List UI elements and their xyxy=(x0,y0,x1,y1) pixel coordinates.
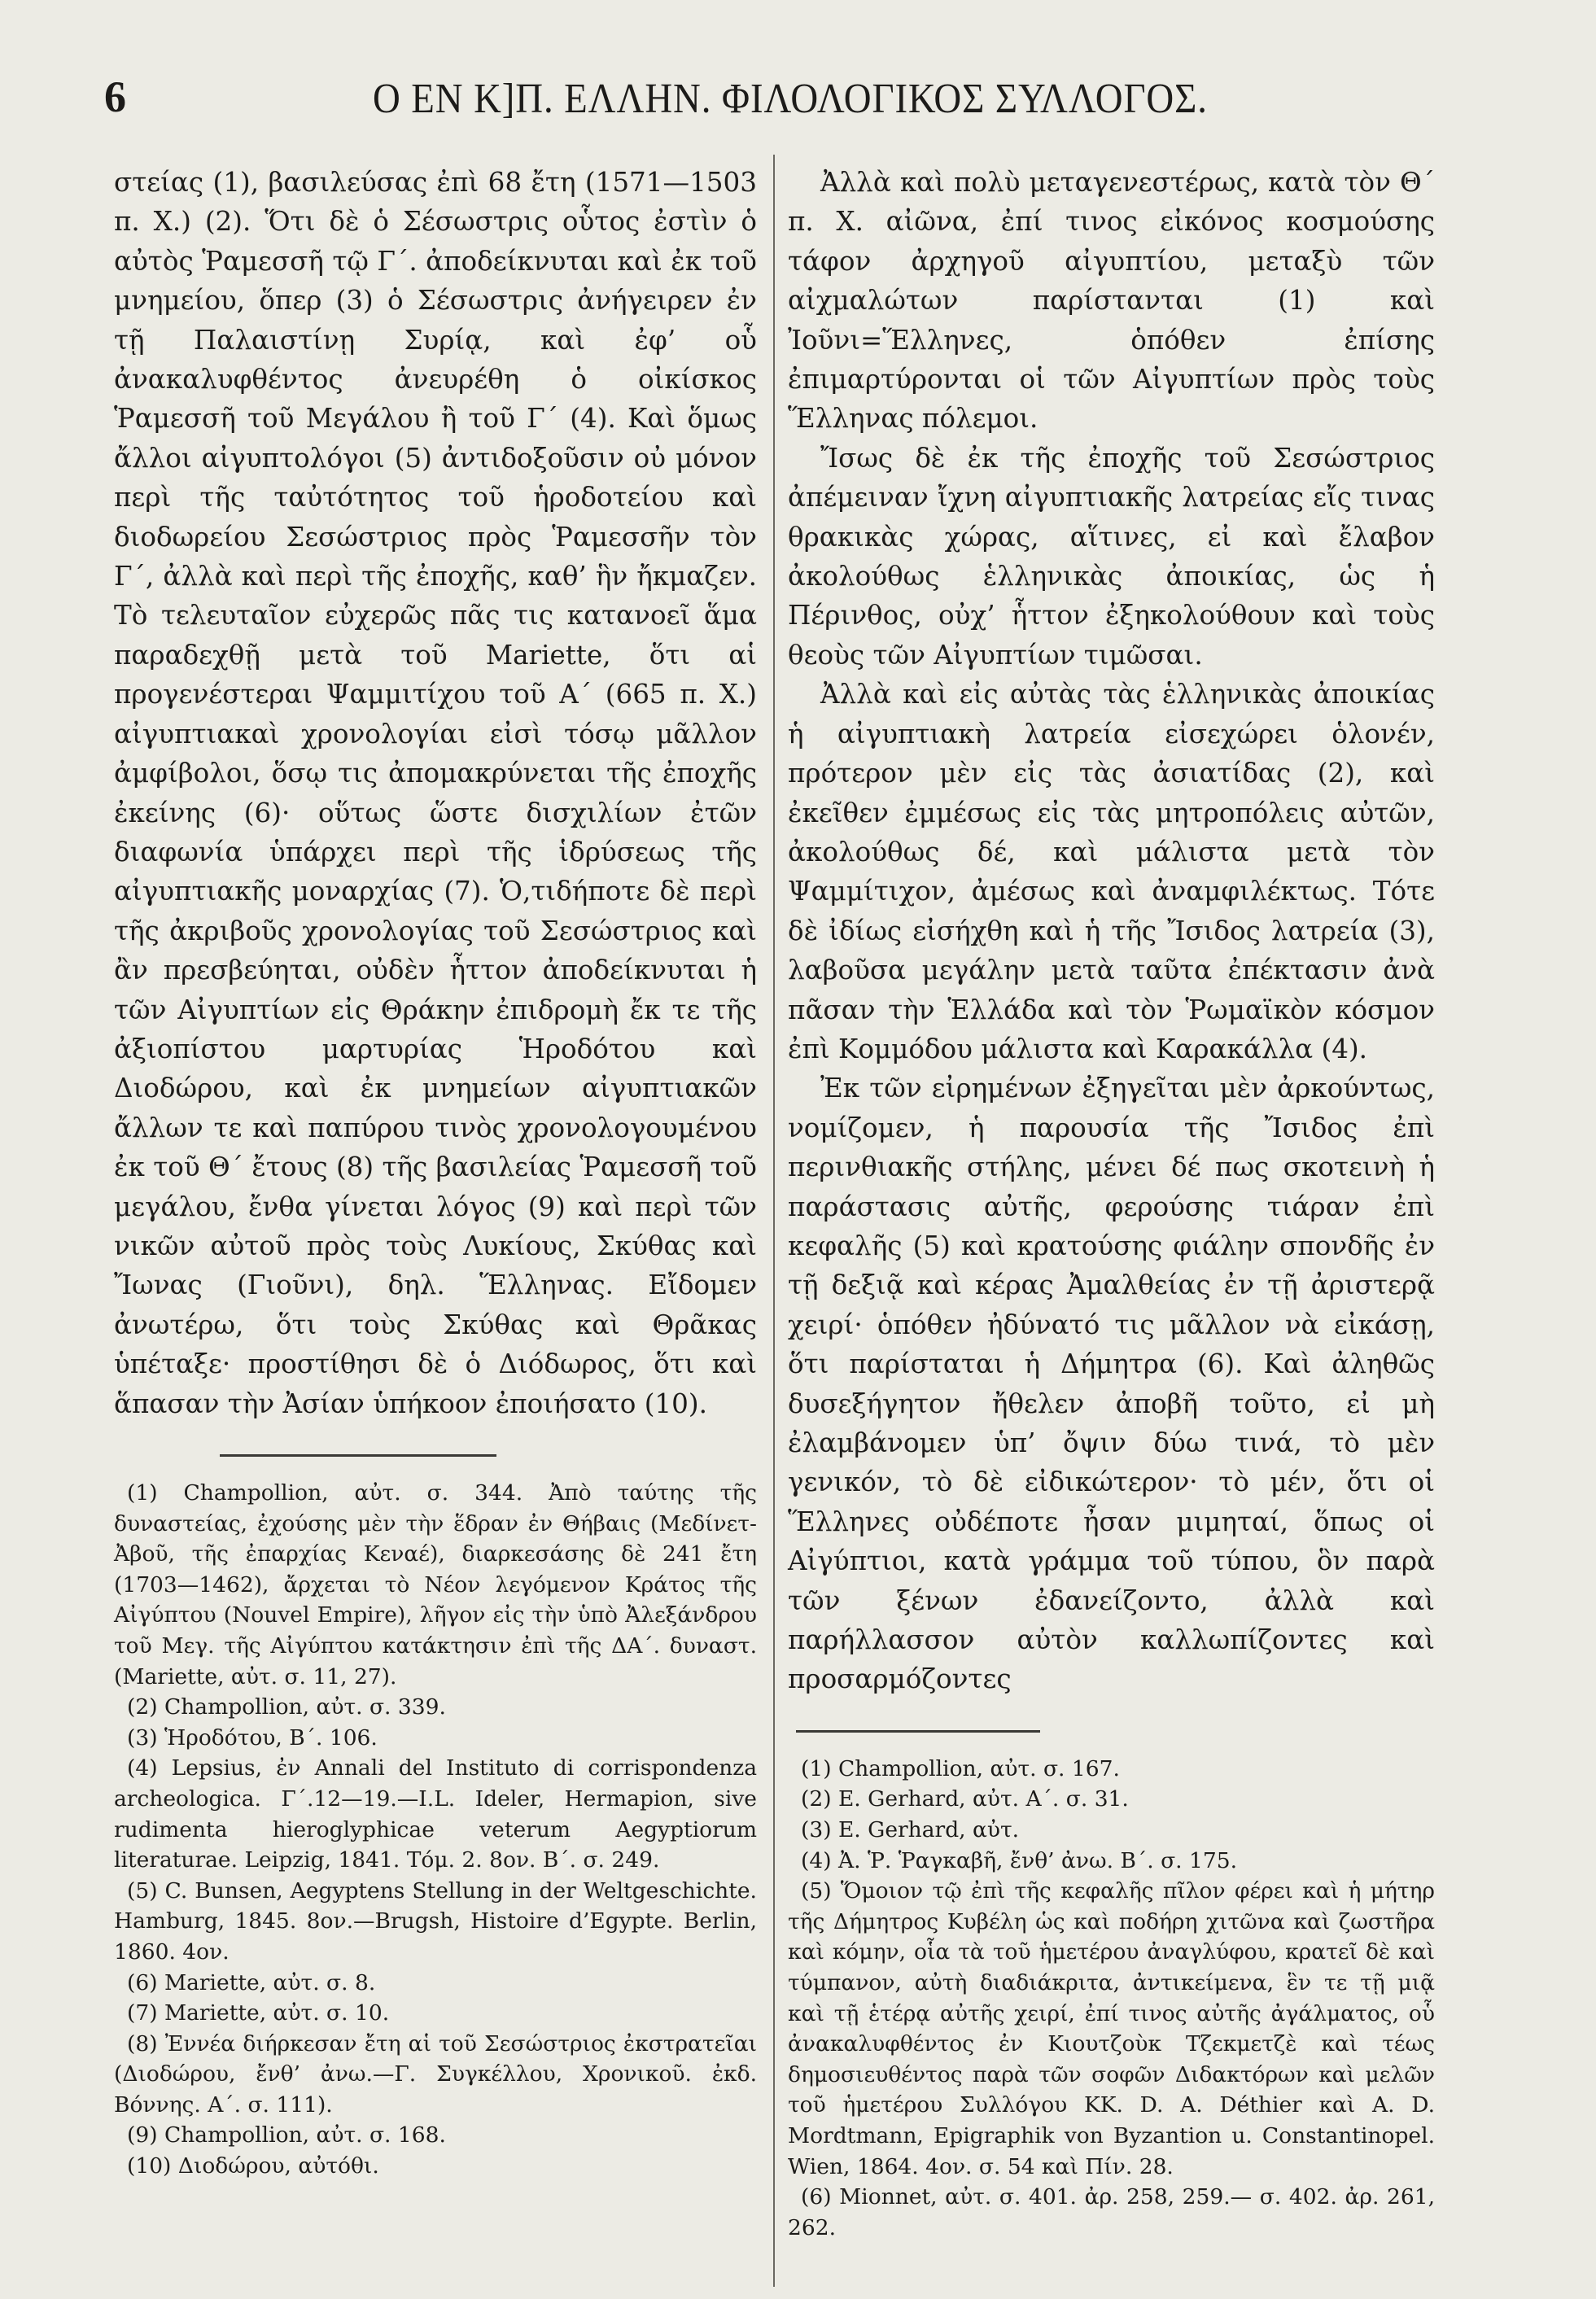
paragraph: Ἀλλὰ καὶ εἰς αὐτὰς τὰς ἑλληνικὰς ἀποικίας ἡ αἰγυπτιακὴ λατρεία εἰσεχώρει ὁλονέν, πρότερον μὲν εἰς τὰς ἀσιατίδας (2), καὶ ἐκεῖθεν ἐμμέσως εἰς τὰς μητροπόλεις αὐτῶν, ἀκολούθως δέ, καὶ μάλιστα μετὰ τὸν Ψαμμίτιχον, ἀμέσως καὶ ἀναμφιλέκτως. Τότε δὲ ἰδίως εἰσήχθη καὶ ἡ τῆς Ἴσιδος λατρεία (3), λαβοῦσα μεγάλην μετὰ ταῦτα ἐπέκτασιν ἀνὰ πᾶσαν τὴν Ἑλλάδα καὶ τὸν Ῥωμαϊκὸν κόσμον ἐπὶ Κομμόδου μάλιστα καὶ Καρακάλλα (4). xyxy=(788,679,1435,1064)
footnote: (1) Champollion, αὐτ. σ. 167. xyxy=(801,1755,1120,1781)
footnote: (5) Ὅμοιον τῷ ἐπὶ τῆς κεφαλῆς πῖλον φέρει καὶ ἡ μήτηρ τῆς Δήμητρος Κυβέλη ὡς καὶ ποδήρη χιτῶνα καὶ ζωστῆρα καὶ κόμην, οἷα τὰ τοῦ ἡμετέρου ἀναγλύφου, κρατεῖ δὲ καὶ τύμπανον, αὐτὴ διαδιάκριτα, ἀντικείμενα, ἓν τε τῇ μιᾷ καὶ τῇ ἑτέρᾳ αὐτῆς χειρί, ἐπί τινος αὐτῆς ἀγάλματος, οὗ ἀνακαλυφθέντος ἐν Κιουτζοὺκ Τζεκμετζὲ καὶ τέως δημοσιευθέντος παρὰ τῶν σοφῶν Διδακτόρων καὶ μελῶν τοῦ ἡμετέρου Συλλόγου ΚΚ. D. A. Déthier καὶ A. D. Mordtmann, Epigraphik von Byzantion u. Constantinopel. Wien, 1864. 4ον. σ. 54 καὶ Πίν. 28. xyxy=(788,1878,1435,2179)
footnote: (3) Ἡροδότου, Β΄. 106. xyxy=(127,1724,378,1750)
right-body-text xyxy=(788,163,1435,1699)
footnote: (6) Mariette, αὐτ. σ. 8. xyxy=(127,1969,376,1995)
footnote: (7) Mariette, αὐτ. σ. 10. xyxy=(127,2000,390,2026)
left-footnotes xyxy=(114,1478,757,2182)
page-number: 6 xyxy=(104,72,126,121)
footnote-separator xyxy=(220,1454,496,1457)
footnote-separator xyxy=(796,1730,1040,1733)
left-column xyxy=(114,163,757,2182)
right-column xyxy=(788,163,1435,2243)
footnote: (1) Champollion, αὐτ. σ. 344. Ἀπὸ ταύτης τῆς δυναστείας, ἐχούσης μὲν τὴν ἕδραν ἐν Θήβαις (Μεδίνετ-Ἀβοῦ, τῆς ἐπαρχίας Κεναέ), διαρκεσάσης δὲ 241 ἔτη (1703—1462), ἄρχεται τὸ Νέον λεγόμενον Κράτος τῆς Αἰγύπτου (Nouvel Empire), λῆγον εἰς τὴν ὑπὸ Ἀλεξάνδρου τοῦ Μεγ. τῆς Αἰγύπτου κατάκτησιν ἐπὶ τῆς ΔΑ΄. δυναστ. (Mariette, αὐτ. σ. 11, 27). xyxy=(114,1480,757,1689)
footnote: (10) Διοδώρου, αὐτόθι. xyxy=(127,2153,379,2179)
paragraph: στείας (1), βασιλεύσας ἐπὶ 68 ἔτη (1571—1503 π. Χ.) (2). Ὅτι δὲ ὁ Σέσωστρις οὗτος ἐστὶν ὁ αὐτὸς Ῥαμεσσῆ τῷ Γ΄. ἀποδείκνυται καὶ ἐκ τοῦ μνημείου, ὅπερ (3) ὁ Σέσωστρις ἀνήγειρεν ἐν τῇ Παλαιστίνῃ Συρίᾳ, καὶ ἐφ’ οὗ ἀνακαλυφθέντος ἀνευρέθη ὁ οἰκίσκος Ῥαμεσσῆ τοῦ Μεγάλου ἢ τοῦ Γ΄ (4). Καὶ ὅμως ἄλλοι αἰγυπτολόγοι (5) ἀντιδοξοῦσιν οὐ μόνον περὶ τῆς ταὐτότητος τοῦ ἡροδοτείου καὶ διοδωρείου Σεσώστριος πρὸς Ῥαμεσσῆν τὸν Γ΄, ἀλλὰ καὶ περὶ τῆς ἐποχῆς, καθ’ ἣν ἤκμαζεν. Τὸ τελευταῖον εὐχερῶς πᾶς τις κατανοεῖ ἅμα παραδεχθῇ μετὰ τοῦ Mariette, ὅτι αἱ προγενέστεραι Ψαμμιτίχου τοῦ Α΄ (665 π. Χ.) αἰγυπτιακαὶ χρονολογίαι εἰσὶ τόσῳ μᾶλλον ἀμφίβολοι, ὅσῳ τις ἀπομακρύνεται τῆς ἐποχῆς ἐκείνης (6)· οὕτως ὥστε δισχιλίων ἐτῶν διαφωνία ὑπάρχει περὶ τῆς ἱδρύσεως τῆς αἰγυπτιακῆς μοναρχίας (7). Ὁ,τιδήποτε δὲ περὶ τῆς ἀκριβοῦς χρονολογίας τοῦ Σεσώστριος καὶ ἂν πρεσβεύηται, οὐδὲν ἧττον ἀποδείκνυται ἡ τῶν Αἰγυπτίων εἰς Θράκην ἐπιδρομὴ ἔκ τε τῆς ἀξιοπίστου μαρτυρίας Ἡροδότου καὶ Διοδώρου, καὶ ἐκ μνημείων αἰγυπτιακῶν ἄλλων τε καὶ παπύρου τινὸς χρονολογουμένου ἐκ τοῦ Θ΄ ἔτους (8) τῆς βασιλείας Ῥαμεσσῆ τοῦ μεγάλου, ἔνθα γίνεται λόγος (9) καὶ περὶ τῶν νικῶν αὐτοῦ πρὸς τοὺς Λυκίους, Σκύθας καὶ Ἴωνας (Γιοῦνι), δηλ. Ἕλληνας. Εἴδομεν ἀνωτέρω, ὅτι τοὺς Σκύθας καὶ Θρᾶκας ὑπέταξε· προστίθησι δὲ ὁ Διόδωρος, ὅτι καὶ ἅπασαν τὴν Ἀσίαν ὑπήκοον ἐποιήσατο (10). xyxy=(114,167,757,1419)
footnote: (2) E. Gerhard, αὐτ. Α΄. σ. 31. xyxy=(801,1786,1129,1812)
footnote: (2) Champollion, αὐτ. σ. 339. xyxy=(127,1694,446,1720)
paragraph: Ἴσως δὲ ἐκ τῆς ἐποχῆς τοῦ Σεσώστριος ἀπέμειναν ἴχνη αἰγυπτιακῆς λατρείας εἴς τινας θρακικὰς χώρας, αἵτινες, εἰ καὶ ἔλαβον ἀκολούθως ἑλληνικὰς ἀποικίας, ὡς ἡ Πέρινθος, οὐχ’ ἧττον ἐξηκολούθουν καὶ τοὺς θεοὺς τῶν Αἰγυπτίων τιμῶσαι. xyxy=(788,442,1435,671)
footnote: (9) Champollion, αὐτ. σ. 168. xyxy=(127,2122,446,2148)
right-footnotes xyxy=(788,1754,1435,2244)
paragraph: Ἀλλὰ καὶ πολὺ μεταγενεστέρως, κατὰ τὸν Θ΄ π. Χ. αἰῶνα, ἐπί τινος εἰκόνος κοσμούσης τάφον ἀρχηγοῦ αἰγυπτίου, μεταξὺ τῶν αἰχμαλώτων παρίστανται (1) καὶ Ἰοῦνι=Ἕλληνες, ὁπόθεν ἐπίσης ἐπιμαρτύρονται οἱ τῶν Αἰγυπτίων πρὸς τοὺς Ἕλληνας πόλεμοι. xyxy=(788,167,1435,435)
footnote: (4) Ἀ. Ῥ. Ῥαγκαβῆ, ἔνθ’ ἀνω. Β΄. σ. 175. xyxy=(801,1847,1238,1873)
page-header xyxy=(104,72,1488,137)
footnote: (6) Mionnet, αὐτ. σ. 401. ἀρ. 258, 259.— σ. 402. ἀρ. 261, 262. xyxy=(788,2184,1435,2240)
paragraph: Ἐκ τῶν εἰρημένων ἐξηγεῖται μὲν ἀρκούντως, νομίζομεν, ἡ παρουσία τῆς Ἴσιδος ἐπὶ περινθιακῆς στήλης, μένει δέ πως σκοτεινὴ ἡ παράστασις αὐτῆς, φερούσης τιάραν ἐπὶ κεφαλῆς (5) καὶ κρατούσης φιάλην σπονδῆς ἐν τῇ δεξιᾷ καὶ κέρας Ἀμαλθείας ἐν τῇ ἀριστερᾷ χειρί· ὁπόθεν ἠδύνατό τις μᾶλλον νὰ εἰκάσῃ, ὅτι παρίσταται ἡ Δήμητρα (6). Καὶ ἀληθῶς δυσεξήγητον ἤθελεν ἀποβῆ τοῦτο, εἰ μὴ ἐλαμβάνομεν ὑπ’ ὄψιν δύω τινά, τὸ μὲν γενικόν, τὸ δὲ εἰδικώτερον· τὸ μέν, ὅτι οἱ Ἕλληνες οὐδέποτε ἦσαν μιμηταί, ὅπως οἱ Αἰγύπτιοι, κατὰ γράμμα τοῦ τύπου, ὃν παρὰ τῶν ξένων ἐδανείζοντο, ἀλλὰ καὶ παρήλλασσον αὐτὸν καλλωπίζοντες καὶ προσαρμόζοντες xyxy=(788,1073,1435,1695)
column-rule xyxy=(773,155,775,2287)
footnote: (5) C. Bunsen, Aegyptens Stellung in der Weltgeschichte. Hamburg, 1845. 8ον.—Brugsh, Histoire d’Egypte. Berlin, 1860. 4ον. xyxy=(114,1877,757,1965)
footnote: (4) Lepsius, ἐν Annali del Instituto di corrispondenza archeologica. Γ΄.12—19.—I.L. Ideler, Hermapion, sive rudimenta hieroglyphicae veterum Aegyptiorum literaturae. Leipzig, 1841. Τόμ. 2. 8ον. Β΄. σ. 249. xyxy=(114,1755,757,1873)
running-title: Ο ΕΝ Κ]Π. ΕΛΛΗΝ. ΦΙΛΟΛΟΓΙΚΟΣ ΣΥΛΛΟΓΟΣ. xyxy=(373,76,1208,122)
left-body-text xyxy=(114,163,757,1423)
footnote: (3) E. Gerhard, αὐτ. xyxy=(801,1817,1020,1843)
footnote: (8) Ἐννέα διήρκεσαν ἔτη αἱ τοῦ Σεσώστριος ἐκστρατεῖαι (Διοδώρου, ἔνθ’ ἀνω.—Γ. Συγκέλλου, Χρονικοῦ. ἐκδ. Βόννης. Α΄. σ. 111). xyxy=(114,2030,757,2118)
